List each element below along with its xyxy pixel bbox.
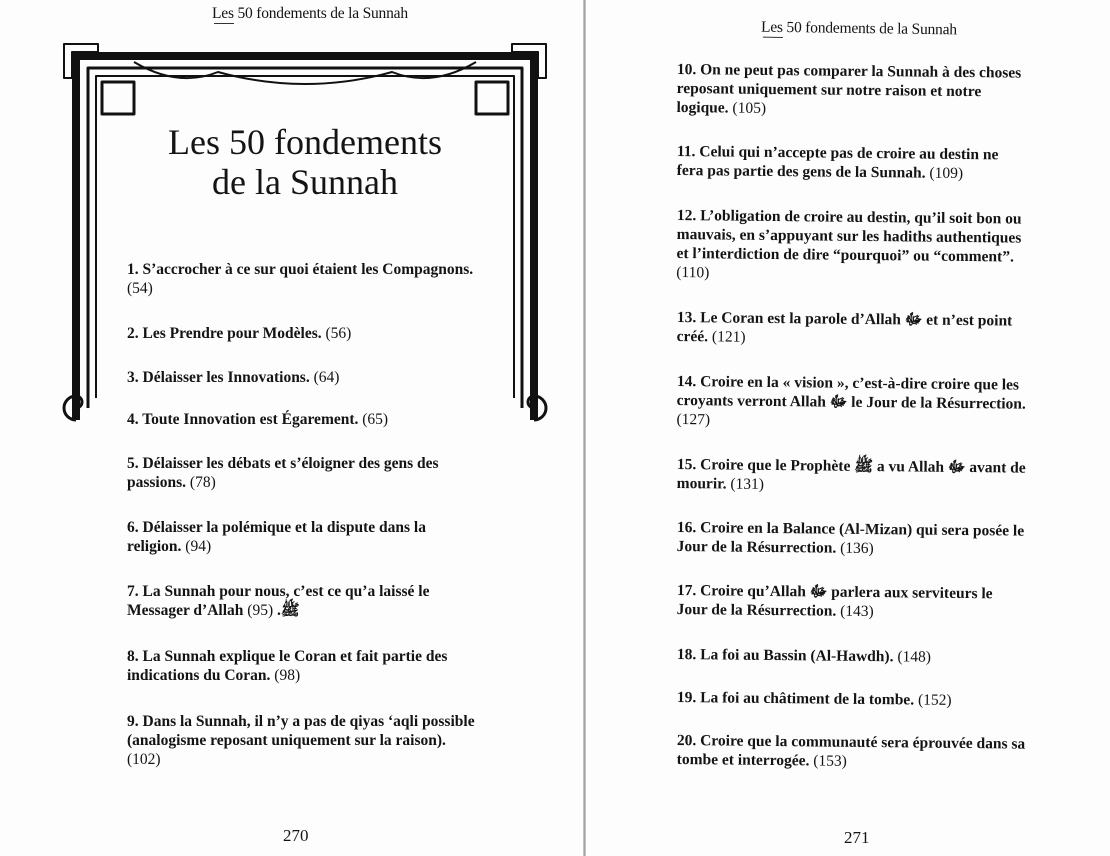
item-text: Toute Innovation est Égarement. <box>142 411 359 428</box>
item-page-ref: (94) <box>185 538 212 555</box>
item-number: 2. <box>127 325 139 342</box>
item-page-ref: (109) <box>929 164 964 182</box>
item-number: 8. <box>127 648 139 665</box>
item-number: 5. <box>127 455 139 472</box>
list-item <box>677 581 1027 623</box>
list-item <box>127 454 482 492</box>
item-number: 7. <box>127 583 139 600</box>
item-number: 3. <box>127 369 139 386</box>
chapter-title-line-1: Les 50 fondements <box>168 122 442 162</box>
item-number: 13. <box>676 308 697 327</box>
item-number: 15. <box>676 455 697 474</box>
item-text: L’obligation de croire au destin, qu’il soit bon ou mauvais, en s’appuyant sur les hadiths authentiques et l’interdiction de dire “pourquoi” ou “comment”. <box>676 207 1022 266</box>
list-item <box>127 410 482 429</box>
list-item <box>677 142 1027 184</box>
running-head-rule <box>763 37 783 38</box>
item-number: 16. <box>676 518 697 537</box>
item-text: Croire en la Balance (Al-Mizan) qui sera posée le Jour de la Résurrection. <box>676 519 1025 557</box>
item-number: 18. <box>676 645 697 664</box>
item-page-ref: (54) <box>127 280 153 297</box>
item-text: On ne peut pas comparer la Sunnah à des choses reposant uniquement sur notre raison et notre logique. <box>676 61 1022 117</box>
item-number: 11. <box>676 142 696 161</box>
item-number: 14. <box>676 372 697 391</box>
item-text: La foi au Bassin (Al-Hawdh). <box>700 646 894 666</box>
list-item <box>127 647 482 685</box>
item-page-ref: (95) <box>247 602 274 619</box>
item-page-ref: (136) <box>840 539 874 558</box>
item-text: Celui qui n’accepte pas de croire au destin ne fera pas partie des gens de la Sunnah. <box>676 143 999 182</box>
item-page-ref: (110) <box>676 263 710 282</box>
item-page-ref: (105) <box>732 99 767 117</box>
chapter-title-line-2: de la Sunnah <box>212 162 398 202</box>
list-item <box>677 731 1027 773</box>
item-text: La foi au châtiment de la tombe. <box>700 689 915 709</box>
item-text: Délaisser les débats et s’éloigner des gens des passions. <box>127 455 439 491</box>
item-page-ref: (78) <box>189 474 216 491</box>
list-item <box>676 372 1027 433</box>
list-item <box>127 260 482 298</box>
list-item <box>127 324 482 343</box>
page-number: 271 <box>844 828 870 847</box>
item-page-ref: (121) <box>711 328 746 346</box>
item-number: 17. <box>676 581 697 600</box>
item-text: Croire en la « vision », c’est-à-dire croire que les croyants verront Allah ﷻ le Jour de la Résurrection. <box>676 373 1026 413</box>
item-page-ref: (56) <box>325 325 352 342</box>
item-number: 12. <box>676 206 697 225</box>
list-item <box>676 206 1027 286</box>
running-head-text: Les 50 fondements de la Sunnah <box>212 5 408 22</box>
right-page <box>586 0 1110 856</box>
item-text: La Sunnah pour nous, c’est ce qu’a laissé le Messager d’Allah ﷺ. <box>127 583 430 619</box>
item-number: 9. <box>127 713 139 730</box>
item-text: Les Prendre pour Modèles. <box>142 325 322 342</box>
list-item <box>127 582 482 620</box>
list-item <box>677 645 1027 668</box>
item-page-ref: (102) <box>127 751 161 768</box>
list-item <box>676 60 1027 121</box>
item-page-ref: (148) <box>897 648 932 666</box>
item-text: Croire que le Prophète ﷺ a vu Allah ﷻ avant de mourir. <box>676 456 1026 493</box>
list-item <box>677 688 1027 711</box>
item-page-ref: (153) <box>813 752 847 770</box>
running-head-text: Les 50 fondements de la Sunnah <box>760 18 958 39</box>
item-text: La Sunnah explique le Coran et fait partie des indications du Coran. <box>127 648 448 684</box>
item-text: Croire que la communauté sera éprouvée dans sa tombe et interrogée. <box>676 732 1026 770</box>
list-item <box>127 712 482 769</box>
item-page-ref: (65) <box>362 411 389 428</box>
list-item <box>127 368 482 387</box>
item-number: 6. <box>127 519 139 536</box>
item-number: 4. <box>127 411 139 428</box>
item-text: Dans la Sunnah, il n’y a pas de qiyas ‘aqli possible (analogisme reposant uniquement sur la raison). <box>127 713 475 749</box>
list-item <box>677 518 1027 560</box>
item-page-ref: (64) <box>313 369 340 386</box>
item-text: Le Coran est la parole d’Allah ﷻ et n’est point créé. <box>676 309 1013 346</box>
item-page-ref: (127) <box>676 410 711 429</box>
page-number: 270 <box>283 826 309 845</box>
chapter-title <box>126 122 484 202</box>
running-head <box>761 19 957 40</box>
item-number: 19. <box>676 688 697 707</box>
item-number: 1. <box>127 261 139 278</box>
running-head <box>212 5 408 23</box>
item-text: Délaisser les Innovations. <box>142 369 310 386</box>
list-item <box>677 455 1027 497</box>
item-page-ref: (152) <box>917 691 952 709</box>
item-number: 20. <box>676 731 697 750</box>
item-page-ref: (131) <box>730 475 765 493</box>
list-item <box>677 308 1027 350</box>
item-text: Croire qu’Allah ﷻ parlera aux serviteurs le Jour de la Résurrection. <box>676 582 993 620</box>
running-head-rule <box>214 23 234 24</box>
list-item <box>127 518 482 556</box>
item-text: S’accrocher à ce sur quoi étaient les Compagnons. <box>142 261 474 278</box>
item-text: Délaisser la polémique et la dispute dans la religion. <box>127 519 426 555</box>
item-page-ref: (143) <box>840 602 874 621</box>
item-number: 10. <box>676 60 697 79</box>
item-page-ref: (98) <box>274 667 301 684</box>
